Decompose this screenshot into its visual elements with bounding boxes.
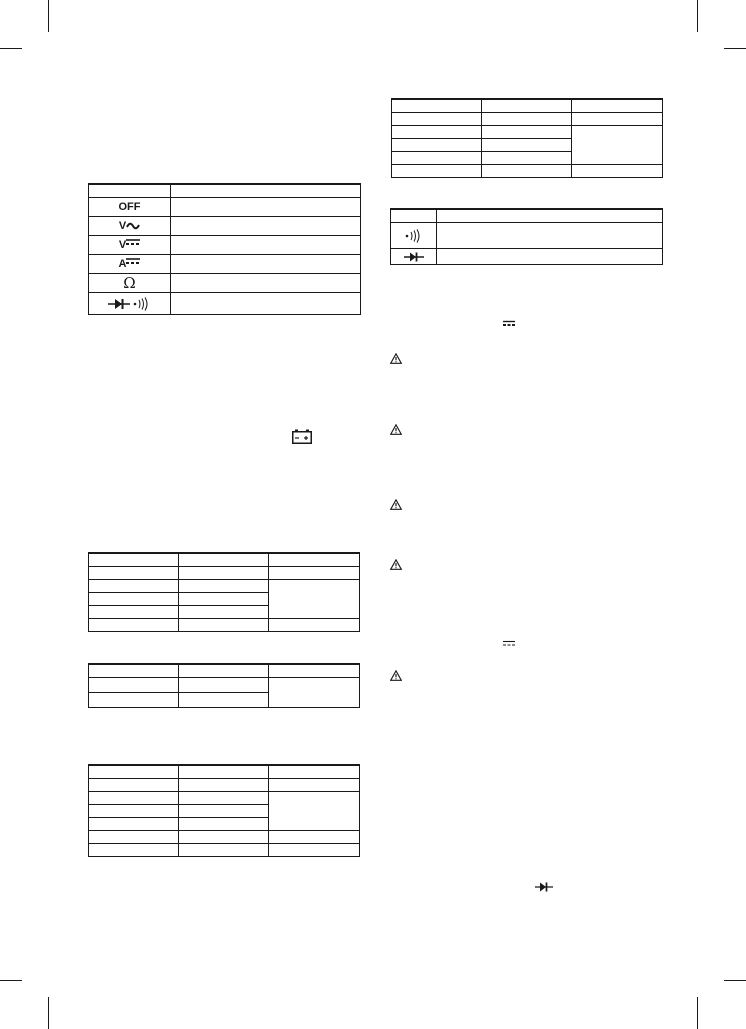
table-cell: [89, 831, 179, 844]
table-cell: [179, 779, 269, 792]
table-cell: [391, 209, 437, 223]
warning-triangle-icon: [390, 559, 402, 570]
table-cell: [482, 113, 572, 126]
table-cell: [171, 236, 361, 255]
table-cell: [392, 99, 482, 113]
warning-triangle-icon: [390, 353, 402, 364]
continuity-diode-table: [390, 208, 663, 265]
table-cell: [179, 765, 269, 779]
table-cell: [89, 606, 179, 619]
crop-mark: [48, 0, 49, 32]
diode-continuity-symbol: [89, 293, 171, 315]
table-cell: [89, 779, 179, 792]
table-cell: [269, 779, 360, 792]
table-cell: [437, 249, 663, 265]
diode-symbol: [391, 249, 437, 265]
table-cell: [572, 165, 663, 178]
ac-voltage-symbol: [89, 217, 171, 236]
table-cell: [269, 765, 360, 779]
battery-icon: [292, 429, 312, 444]
function-symbol-table: [88, 183, 361, 315]
crop-mark: [0, 980, 22, 981]
table-cell: [89, 553, 179, 567]
table-cell: [269, 792, 360, 831]
dc-current-symbol: [89, 255, 171, 274]
table-cell: [482, 126, 572, 139]
table-cell: [437, 209, 663, 223]
table-cell: [89, 580, 179, 593]
crop-mark: [724, 980, 746, 981]
table-cell: [89, 693, 179, 708]
crop-mark: [697, 997, 698, 1029]
table-cell: [89, 844, 179, 857]
off-symbol: [89, 198, 171, 217]
dc-symbol-icon: [503, 320, 515, 327]
table-cell: [89, 792, 179, 805]
table-cell: [392, 126, 482, 139]
table-cell: [89, 818, 179, 831]
diode-icon: [535, 882, 553, 892]
table-cell: [89, 619, 179, 632]
dc-symbol-icon: [503, 640, 515, 647]
table-cell: [179, 831, 269, 844]
crop-mark: [0, 48, 22, 49]
table-cell: [89, 184, 171, 198]
table-cell: [179, 580, 269, 593]
table-cell: [179, 805, 269, 818]
table-cell: [179, 693, 269, 708]
table-cell: [179, 606, 269, 619]
table-cell: [392, 165, 482, 178]
table-cell: [269, 664, 360, 678]
spec-table-1: [88, 552, 360, 632]
table-cell: [269, 580, 360, 619]
crop-mark: [724, 48, 746, 49]
ac-wave-icon: [126, 221, 140, 231]
spec-table-3: [88, 764, 360, 857]
dc-current-label: A: [118, 258, 127, 270]
table-cell: [171, 255, 361, 274]
continuity-symbol: [391, 223, 437, 249]
ac-voltage-label: V: [118, 220, 127, 232]
ohm-label: Ω: [123, 274, 136, 292]
table-cell: [89, 664, 179, 678]
table-cell: [482, 139, 572, 152]
table-cell: [482, 152, 572, 165]
table-cell: [572, 126, 663, 165]
table-cell: [179, 792, 269, 805]
table-cell: [179, 553, 269, 567]
table-cell: [392, 113, 482, 126]
dc-symbol-icon: [126, 237, 140, 247]
table-cell: [89, 678, 179, 693]
table-cell: [269, 567, 360, 580]
table-cell: [269, 678, 360, 708]
table-cell: [179, 844, 269, 857]
table-cell: [89, 593, 179, 606]
spec-table-4: [391, 98, 663, 178]
continuity-icon: [133, 297, 151, 311]
table-cell: [269, 844, 360, 857]
table-cell: [572, 113, 663, 126]
table-cell: [269, 831, 360, 844]
table-cell: [171, 184, 361, 198]
table-cell: [392, 152, 482, 165]
table-cell: [179, 678, 269, 693]
table-cell: [179, 664, 269, 678]
warning-triangle-icon: [390, 670, 402, 681]
table-cell: [89, 567, 179, 580]
table-cell: [171, 293, 361, 315]
table-cell: [171, 274, 361, 293]
warning-triangle-icon: [390, 499, 402, 510]
diode-icon: [404, 252, 424, 262]
table-cell: [269, 553, 360, 567]
table-cell: [171, 198, 361, 217]
warning-triangle-icon: [390, 424, 402, 435]
table-cell: [89, 805, 179, 818]
table-cell: [171, 217, 361, 236]
table-cell: [179, 619, 269, 632]
dc-symbol-icon: [126, 256, 140, 266]
diode-icon: [108, 298, 130, 310]
table-cell: [179, 567, 269, 580]
dc-voltage-symbol: [89, 236, 171, 255]
dc-voltage-label: V: [118, 239, 127, 251]
table-cell: [89, 765, 179, 779]
spec-table-2: [88, 663, 360, 708]
table-cell: [482, 165, 572, 178]
resistance-symbol: [89, 274, 171, 293]
off-label: OFF: [118, 201, 141, 213]
table-cell: [179, 593, 269, 606]
continuity-icon: [405, 229, 423, 243]
table-cell: [269, 619, 360, 632]
table-cell: [179, 818, 269, 831]
table-cell: [572, 99, 663, 113]
table-cell: [482, 99, 572, 113]
crop-mark: [697, 0, 698, 32]
table-cell: [392, 139, 482, 152]
table-cell: [437, 223, 663, 249]
crop-mark: [48, 997, 49, 1029]
